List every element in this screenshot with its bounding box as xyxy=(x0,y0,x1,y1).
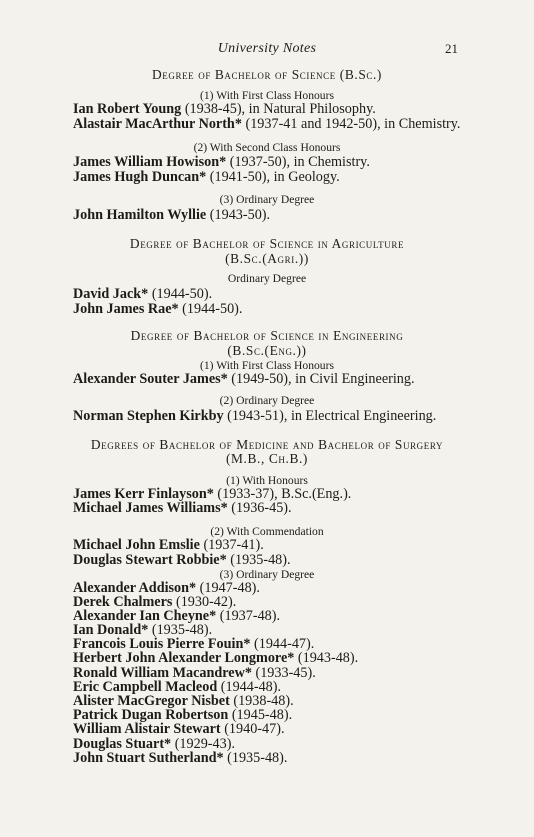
graduate-details: (1936-45). xyxy=(227,500,292,516)
graduate-name: John Stuart Sutherland* xyxy=(73,750,224,766)
graduate-name: Michael James Williams* xyxy=(73,500,228,516)
graduate-details: (1949-50), in Civil Engineering. xyxy=(227,371,415,387)
graduate-details: (1947-48). xyxy=(196,580,260,596)
graduate-name: Douglas Stuart* xyxy=(73,736,172,752)
section-heading: Degrees of Bachelor of Medicine and Bachelor of Surgery xyxy=(90,437,444,452)
graduate-name: John James Rae* xyxy=(73,301,179,317)
graduate-name: James Hugh Duncan* xyxy=(73,169,207,185)
graduate-name: Norman Stephen Kirkby xyxy=(73,408,224,424)
graduate-details: (1935-48). xyxy=(148,622,213,638)
graduate-details: (1933-37), B.Sc.(Eng.). xyxy=(213,486,352,502)
graduate-details: (1943-50). xyxy=(206,207,271,223)
graduate-details: (1937-50), in Chemistry. xyxy=(226,154,370,170)
graduate-details: (1944-47). xyxy=(250,636,315,652)
graduate-name: Patrick Dugan Robertson xyxy=(73,707,229,723)
graduate-name: James William Howison* xyxy=(73,154,227,170)
graduate-details: (1941-50), in Geology. xyxy=(206,169,340,185)
section-heading: (B.Sc.(Agri.)) xyxy=(225,251,309,266)
graduate-details: (1945-48). xyxy=(228,707,293,723)
graduate-entry xyxy=(0,116,534,133)
graduate-name: Eric Campbell Macleod xyxy=(73,679,218,695)
graduate-name: Derek Chalmers xyxy=(73,594,173,610)
graduate-name: James Kerr Finlayson* xyxy=(73,486,214,502)
graduate-name: Alexander Souter James* xyxy=(73,371,228,387)
graduate-entry xyxy=(0,371,534,388)
graduate-details: (1940-47). xyxy=(220,721,285,737)
graduate-details: (1929-43). xyxy=(171,736,235,752)
graduate-details: (1943-51), in Electrical Engineering. xyxy=(223,408,437,424)
graduate-details: (1937-48). xyxy=(216,608,281,624)
section-heading: (M.B., Ch.B.) xyxy=(225,451,308,466)
graduate-details: (1935-48). xyxy=(226,552,291,568)
section-heading: Degree of Bachelor of Science in Agriculture xyxy=(129,236,405,251)
graduate-name: Alastair MacArthur North* xyxy=(73,116,242,132)
graduate-details: (1937-41 and 1942-50), in Chemistry. xyxy=(241,116,461,132)
graduate-name: David Jack* xyxy=(73,286,149,302)
graduate-entry xyxy=(0,500,534,517)
graduate-name: Ian Robert Young xyxy=(73,101,182,117)
subsection-heading: (3) Ordinary Degree xyxy=(219,568,315,581)
graduate-details: (1930-42). xyxy=(172,594,237,610)
graduate-name: Michael John Emslie xyxy=(73,537,200,553)
section-heading: Degree of Bachelor of Science in Engineering xyxy=(130,328,404,343)
graduate-name: Alister MacGregor Nisbet xyxy=(73,693,230,709)
subsection-heading: (2) Ordinary Degree xyxy=(219,394,315,407)
graduate-details: (1944-50). xyxy=(178,301,243,317)
subsection-heading: (3) Ordinary Degree xyxy=(219,193,315,206)
graduate-entry xyxy=(0,207,534,224)
page-number: 21 xyxy=(445,41,458,56)
graduate-name: William Alistair Stewart xyxy=(73,721,221,737)
graduate-entry xyxy=(0,169,534,186)
graduate-details: (1938-45), in Natural Philosophy. xyxy=(181,101,376,117)
graduate-details: (1944-50). xyxy=(148,286,213,302)
graduate-details: (1943-48). xyxy=(294,650,359,666)
graduate-name: Ian Donald* xyxy=(73,622,149,638)
graduate-entry xyxy=(0,408,534,425)
subsection-heading: (1) With Honours xyxy=(226,474,308,487)
graduate-entry xyxy=(0,750,534,767)
graduate-name: Alexander Ian Cheyne* xyxy=(73,608,217,624)
section-heading: (B.Sc.(Eng.)) xyxy=(227,343,307,358)
subsection-heading: (1) With First Class Honours xyxy=(200,89,334,102)
graduate-entry xyxy=(0,301,534,318)
graduate-details: (1933-45). xyxy=(251,665,316,681)
running-title: University Notes xyxy=(217,41,317,56)
graduate-name: Francois Louis Pierre Fouin* xyxy=(73,636,251,652)
graduate-name: Douglas Stewart Robbie* xyxy=(73,552,227,568)
graduate-details: (1935-48). xyxy=(223,750,288,766)
graduate-name: Ronald William Macandrew* xyxy=(73,665,252,681)
graduate-details: (1938-48). xyxy=(229,693,294,709)
graduate-name: John Hamilton Wyllie xyxy=(73,207,207,223)
subsection-heading: (2) With Commendation xyxy=(210,525,324,538)
running-head xyxy=(0,41,534,59)
subsection-heading: (1) With First Class Honours xyxy=(200,359,334,372)
graduate-name: Herbert John Alexander Longmore* xyxy=(73,650,295,666)
graduate-name: Alexander Addison* xyxy=(73,580,197,596)
graduate-details: (1944-48). xyxy=(217,679,282,695)
subsection-heading: Ordinary Degree xyxy=(227,272,307,285)
graduate-details: (1937-41). xyxy=(199,537,264,553)
subsection-heading: (2) With Second Class Honours xyxy=(193,141,341,154)
section-heading: Degree of Bachelor of Science (B.Sc.) xyxy=(152,67,382,82)
